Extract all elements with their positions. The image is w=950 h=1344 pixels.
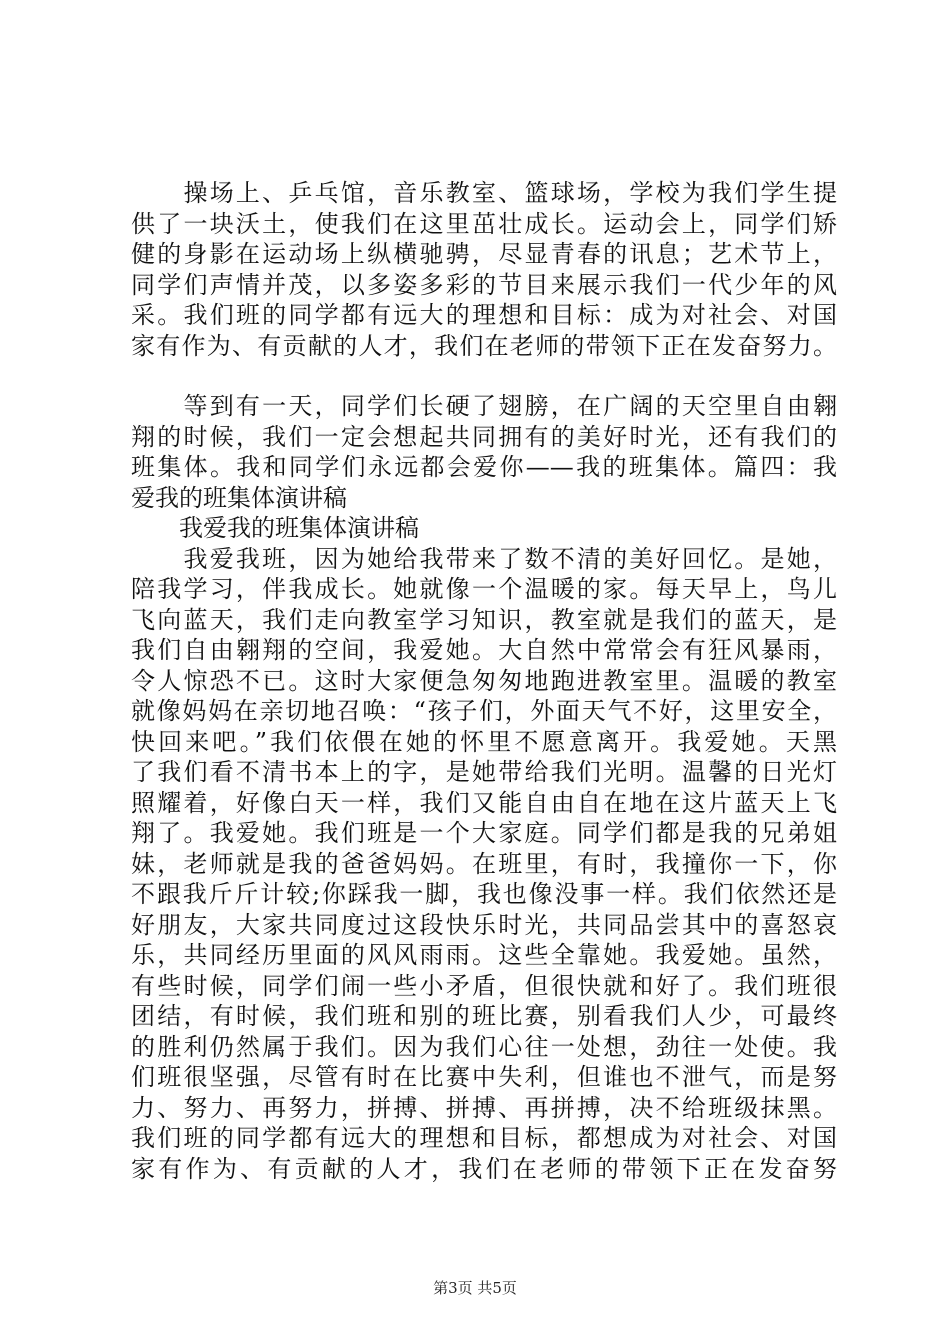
text-line: 操场上、乒乓馆，音乐教室、篮球场，学校为我们学生提 bbox=[131, 179, 837, 207]
paragraph-gap bbox=[131, 361, 837, 391]
text-line: 快回来吧。”我们依偎在她的怀里不愿意离开。我爱她。天黑 bbox=[131, 727, 837, 756]
text-line: 就像妈妈在亲切地召唤：“孩子们，外面天气不好，这里安全， bbox=[131, 697, 837, 725]
text-line: 家有作为、有贡献的人才，我们在老师的带领下正在发奋努力。 bbox=[131, 331, 837, 360]
text-line: 力、努力、再努力，拼搏、拼搏、再拼搏，决不给班级抹黑。 bbox=[131, 1093, 837, 1122]
text-line: 照耀着，好像白天一样，我们又能自由自在地在这片蓝天上飞 bbox=[131, 788, 837, 817]
text-line: 翔的时候，我们一定会想起共同拥有的美好时光，还有我们的 bbox=[131, 422, 837, 451]
page-footer bbox=[0, 1278, 950, 1298]
paragraph-1 bbox=[131, 178, 837, 361]
text-line: 有些时候，同学们闹一些小矛盾，但很快就和好了。我们班很 bbox=[131, 971, 837, 1000]
text-line: 采。我们班的同学都有远大的理想和目标：成为对社会、对国 bbox=[131, 301, 837, 329]
text-line: 班集体。我和同学们永远都会爱你——我的班集体。篇四：我 bbox=[131, 453, 837, 481]
text-line: 健的身影在运动场上纵横驰骋，尽显青春的讯息；艺术节上， bbox=[131, 240, 837, 268]
text-line: 家有作为、有贡献的人才，我们在老师的带领下正在发奋努 bbox=[131, 1154, 837, 1183]
text-line: 飞向蓝天，我们走向教室学习知识，教室就是我们的蓝天，是 bbox=[131, 605, 837, 634]
text-line: 我们班的同学都有远大的理想和目标，都想成为对社会、对国 bbox=[131, 1124, 837, 1152]
text-line: 的胜利仍然属于我们。因为我们心往一处想，劲往一处使。我 bbox=[131, 1032, 837, 1061]
text-line: 们班很坚强，尽管有时在比赛中失利，但谁也不泄气，而是努 bbox=[131, 1063, 837, 1091]
text-line: 爱我的班集体演讲稿 bbox=[131, 483, 347, 512]
section-title: 我爱我的班集体演讲稿 bbox=[131, 514, 419, 542]
text-line: 我爱我班，因为她给我带来了数不清的美好回忆。是她， bbox=[131, 544, 837, 573]
paragraph-2 bbox=[131, 391, 837, 1184]
text-line: 好朋友，大家共同度过这段快乐时光，共同品尝其中的喜怒哀 bbox=[131, 910, 837, 939]
page-number: 第3页 共5页 bbox=[433, 1279, 517, 1297]
text-line: 不跟我斤斤计较;你踩我一脚，我也像没事一样。我们依然还是 bbox=[131, 880, 837, 908]
text-line: 团结，有时候，我们班和别的班比赛，别看我们人少，可最终 bbox=[131, 1002, 837, 1030]
document-body bbox=[131, 178, 837, 1184]
text-line: 我们自由翱翔的空间，我爱她。大自然中常常会有狂风暴雨， bbox=[131, 636, 837, 664]
text-line: 翔了。我爱她。我们班是一个大家庭。同学们都是我的兄弟姐 bbox=[131, 819, 837, 847]
text-line: 陪我学习，伴我成长。她就像一个温暖的家。每天早上，鸟儿 bbox=[131, 575, 837, 603]
text-line: 了我们看不清书本上的字，是她带给我们光明。温馨的日光灯 bbox=[131, 758, 837, 786]
text-line: 乐，共同经历里面的风风雨雨。这些全靠她。我爱她。虽然， bbox=[131, 941, 837, 969]
text-line: 令人惊恐不已。这时大家便急匆匆地跑进教室里。温暖的教室 bbox=[131, 666, 837, 695]
text-line: 同学们声情并茂，以多姿多彩的节目来展示我们一代少年的风 bbox=[131, 270, 837, 299]
text-line: 等到有一天，同学们长硬了翅膀，在广阔的天空里自由翱 bbox=[131, 392, 837, 420]
text-line: 供了一块沃土，使我们在这里茁壮成长。运动会上，同学们矫 bbox=[131, 209, 837, 238]
text-line: 妹，老师就是我的爸爸妈妈。在班里，有时，我撞你一下，你 bbox=[131, 849, 837, 878]
